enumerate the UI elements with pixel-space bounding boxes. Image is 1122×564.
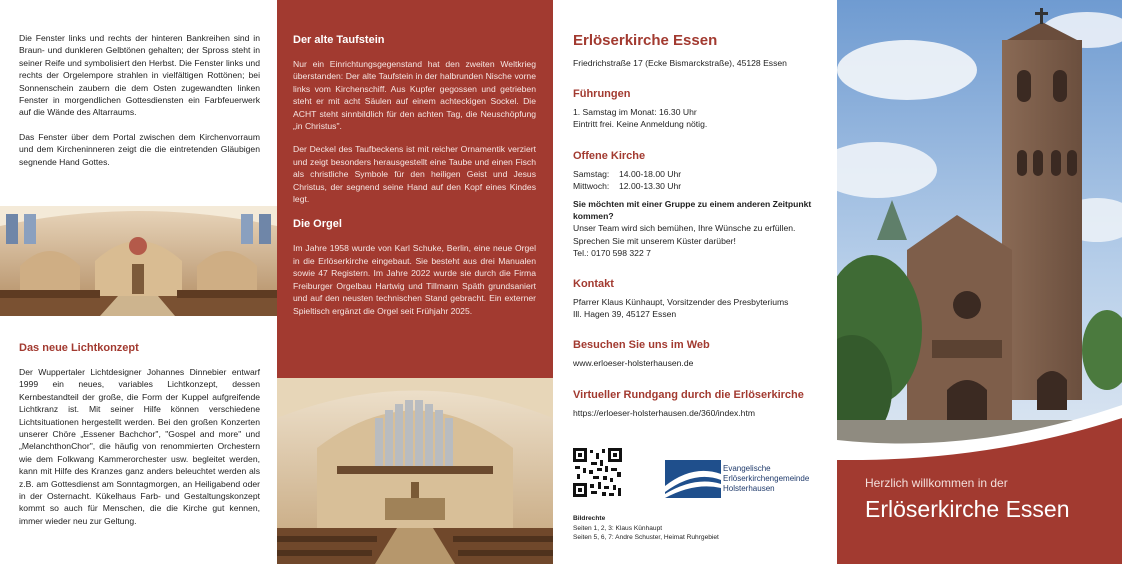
church-address: Friedrichstraße 17 (Ecke Bismarckstraße), 45128 Essen <box>573 58 787 68</box>
contact-line-1: Pfarrer Klaus Künhaupt, Vorsitzender des Presbyteriums <box>573 297 789 308</box>
portal-window-paragraph: Das Fenster über dem Portal zwischen dem Kirchenvorraum und dem Kircheninneren zeigt die die eintretenden Gläubigen segnende Hand Gottes. <box>19 131 260 167</box>
schedule-row <box>573 168 823 180</box>
image-credits <box>573 514 719 543</box>
credits-line: Seiten 5, 6, 7: Andre Schuster, Heimat Ruhrgebiet <box>573 534 719 541</box>
open-church-heading: Offene Kirche <box>573 149 646 162</box>
credits-line: Seiten 1, 2, 3: Klaus Künhaupt <box>573 524 663 532</box>
windows-text-block <box>19 32 260 168</box>
group-line-2: Sprechen Sie mit unserem Küster darüber! <box>573 235 736 246</box>
font-heading: Der alte Taufstein <box>293 34 385 46</box>
qr-code-icon <box>573 448 622 497</box>
phone-number: Tel.: 0170 598 322 7 <box>573 247 651 258</box>
windows-paragraph: Die Fenster links und rechts der hinteren Bankreihen sind in Braun- und dunkleren Gelbtönen gehalten; der Spross steht in seiner Reife und symbolisiert den Herbst. Die Fenster links und rechts der Orgelempore strahlen in vielfältigen Rottönen; bei Sonnenschein zaubern die dem Osten zugewandten linken Fenster in morgendlichen Gottesdiensten ein Farbfeuerwerk auf die Wände des Altarraums. <box>19 33 260 118</box>
tours-heading: Führungen <box>573 88 631 101</box>
organ-paragraph: Im Jahre 1958 wurde von Karl Schuke, Berlin, eine neue Orgel in die Erlöserkirche eingebaut. Sie besteht aus drei Manualen sowie 47 Registern. Im Jahre 2022 wurde sie durch die Firma Freiburger Orgelbau Hartwig und Tillmann Späth grundsaniert und auf den neusten technischen Stand gebracht. Ein externer Spieltisch ergänzt die Orgel seit Frühjahr 2025. <box>293 243 536 316</box>
font-paragraph-1: Nur ein Einrichtungsgegenstand hat den zweiten Weltkrieg überstanden: Der alte Taufstein in der halbrunden Nische vorne links vom Kirchenschiff. Aus Kupfer gegossen und getrieben steht er mit acht Säulen auf einem achteckigen Sockel. Die ACHT steht sinnbildlich für den achten Tag, die Neuschöpfung „in Christus". <box>293 59 536 132</box>
contact-line-2: Ill. Hagen 39, 45127 Essen <box>573 309 677 320</box>
welcome-greeting: Herzlich willkommen in der <box>865 476 1008 490</box>
credits-title: Bildrechte <box>573 515 606 522</box>
contact-heading: Kontakt <box>573 278 614 291</box>
website-link[interactable]: www.erloeser-holsterhausen.de <box>573 358 694 369</box>
virtual-tour-link[interactable]: https://erloeser-holsterhausen.de/360/index.htm <box>573 407 756 418</box>
logo-line: Evangelische <box>723 464 771 473</box>
parish-logo <box>665 460 809 498</box>
church-title: Erlöserkirche Essen <box>573 32 718 49</box>
logo-line: Holsterhausen <box>723 484 775 493</box>
lighting-text-block <box>19 366 260 527</box>
schedule-time: 14.00-18.00 Uhr <box>619 168 682 179</box>
panel-windows-lighting <box>0 0 277 564</box>
panel-font-organ <box>277 0 553 564</box>
logo-line: Erlöserkirchengemeinde <box>723 474 810 483</box>
group-line-1: Unser Team wird sich bemühen, Ihre Wünsche zu erfüllen. <box>573 223 796 234</box>
church-logo-icon <box>665 460 721 498</box>
web-heading: Besuchen Sie uns im Web <box>573 339 710 352</box>
parish-name <box>723 464 809 494</box>
tours-line-2: Eintritt frei. Keine Anmeldung nötig. <box>573 119 708 130</box>
font-paragraph-2: Der Deckel des Taufbeckens ist mit reicher Ornamentik verziert und zeigt besonders herausgestellt eine Taube und einen Fisch als christliche Symbole für den heiligen Geist und Jesus Christus, der segnend seine Hand auf den Kopf eines Kindes legt. <box>293 144 536 205</box>
tours-line-1: 1. Samstag im Monat: 16.30 Uhr <box>573 107 697 118</box>
schedule-row <box>573 180 823 192</box>
church-interior-photo <box>0 206 277 316</box>
panel-info-contact <box>553 0 837 564</box>
organ-heading: Die Orgel <box>293 218 342 231</box>
schedule-day: Mittwoch: <box>573 180 610 191</box>
info-column <box>573 32 823 419</box>
virtual-tour-heading: Virtueller Rundgang durch die Erlöserkirche <box>573 388 804 401</box>
group-question: Sie möchten mit einer Gruppe zu einem anderen Zeitpunkt kommen? <box>573 199 812 222</box>
organ-photo <box>277 378 553 564</box>
panel-cover <box>837 0 1122 564</box>
font-organ-text <box>293 34 536 328</box>
lighting-heading: Das neue Lichtkonzept <box>19 342 139 354</box>
church-exterior-photo <box>837 0 1122 460</box>
cover-title: Erlöserkirche Essen <box>865 496 1070 522</box>
schedule-time: 12.00-13.30 Uhr <box>619 180 682 191</box>
lighting-paragraph: Der Wuppertaler Lichtdesigner Johannes Dinnebier entwarf 1999 ein neues, variables Lichtkonzept, dessen Kernbestandteil der große, die Form der Kuppel aufgreifende Lichtkranz ist. Mit seiner Hilfe können verschiedene Lichtsituationen hergestellt werden. Bei den großen Konzerten unserer Chöre „Essener Bachchor", "Gospel and more" und „MelanchthonChor", die häufig von renommierten Orchestern wie dem Folkwang Kammerorchester usw. begleitet werden, kann mit Hilfe des Kranzes ganz anders beleuchtet werden als z.B. am Gottesdienst am Sonntagmorgen, an Heiligabend oder in der Osternacht. Kükelhaus Farb- und Gestaltungskonzept kommt so auch für Menschen, die die Kirche gut kennen, immer wieder neu zur Geltung. <box>19 367 260 526</box>
schedule-day: Samstag: <box>573 168 610 179</box>
